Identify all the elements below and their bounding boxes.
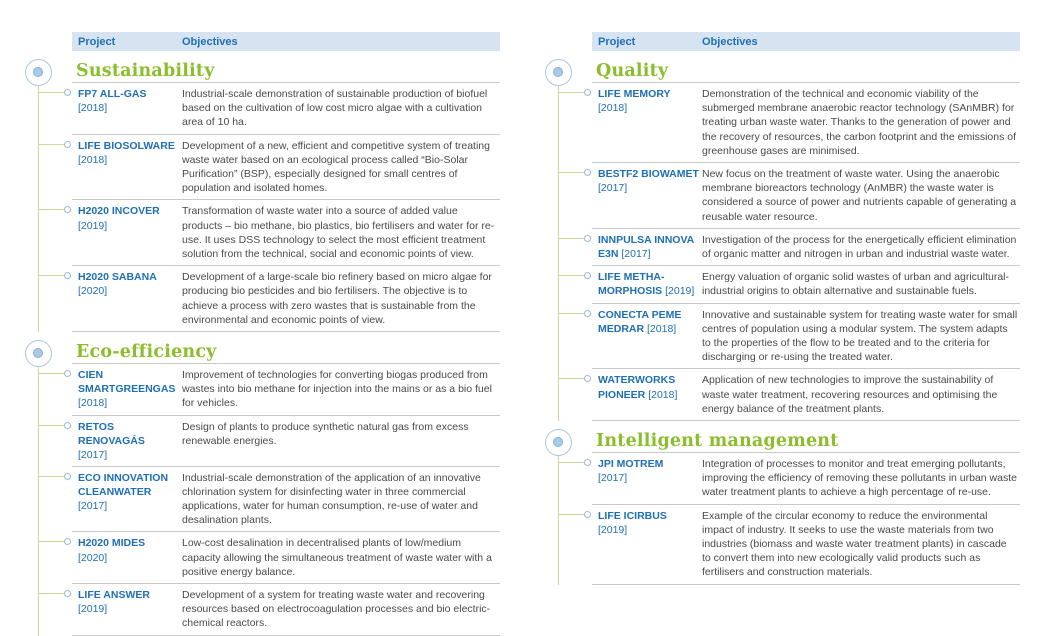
table-row [592, 304, 1020, 370]
objective-text: Industrial-scale demonstration of the application of an innovative chlorination system for disinfecting water in three commercial applications, water for human consumption, re-use of water and desalination plants. [182, 471, 481, 527]
project-year: [2017] [621, 248, 651, 261]
project-cell [78, 204, 180, 232]
timeline-dot-icon [584, 375, 591, 382]
table-row [72, 364, 500, 416]
table-row [592, 505, 1020, 585]
timeline-dot-icon [584, 459, 591, 466]
project-name: LIFE ICIRBUS [598, 509, 667, 522]
table-header [72, 32, 500, 51]
table-row [72, 532, 500, 584]
table-row [592, 229, 1020, 266]
project-name: LIFE ANSWER [78, 589, 150, 602]
marker-dot [33, 348, 43, 358]
project-year: [2017] [598, 182, 628, 195]
timeline-dot-icon [64, 422, 71, 429]
timeline-dot-icon [584, 235, 591, 242]
section-header [542, 421, 1020, 453]
project-name: INNPULSA INNOVA E3N [598, 233, 694, 261]
project-name: LIFE METHA-MORPHOSIS [598, 271, 665, 298]
project-year: [2018] [78, 153, 108, 166]
timeline-dot-icon [64, 89, 71, 96]
project-cell [78, 588, 180, 616]
project-year: [2017] [598, 472, 628, 485]
project-name: BESTF2 BIOWAMET [598, 168, 699, 181]
project-year: [2018] [78, 397, 108, 410]
table-row [72, 584, 500, 636]
objective-text: Development of a system for treating waste water and recovering resources based on electrocoagulation processes and bio electric-chemical reactors. [182, 589, 491, 630]
table-row [72, 83, 500, 135]
project-year: [2018] [648, 388, 678, 401]
timeline-dot-icon [584, 89, 591, 96]
project-name: LIFE BIOSOLWARE [78, 139, 175, 152]
objective-text: Improvement of technologies for converting biogas produced from wastes into bio methane for injection into the mains or as a bio fuel for vehicles. [182, 369, 492, 410]
project-name: CONECTA PEME MEDRAR [598, 308, 682, 335]
timeline-dot-icon [64, 272, 71, 279]
section-title: Sustainability [76, 61, 215, 81]
section-intelligent-management [542, 421, 1020, 585]
objectives-header: Objectives [702, 36, 758, 48]
objective-text: Energy valuation of organic solid wastes of urban and agricultural-industrial origins to obtain alternative and sustainable fuels. [702, 271, 1010, 298]
timeline-dot-icon [584, 310, 591, 317]
table-row [592, 266, 1020, 303]
project-year: [2018] [647, 322, 677, 335]
section-header [542, 51, 1020, 83]
timeline-line [38, 367, 39, 636]
project-year: [2018] [598, 102, 628, 115]
timeline-dot-icon [64, 473, 71, 480]
section-marker-icon [25, 59, 52, 86]
objective-text: Design of plants to produce synthetic natural gas from excess renewable energies. [182, 420, 469, 447]
project-name: H2020 MIDES [78, 537, 146, 550]
timeline-dot-icon [64, 538, 71, 545]
table-row [72, 266, 500, 332]
objective-text: New focus on the treatment of waste water. Using the anaerobic membrane bioreactors technology (AnMBR) the waste water is considered a source of power and nutrients capable of generating a reusable water resource. [702, 168, 1017, 223]
project-name: RETOS RENOVAGÁS [78, 420, 145, 447]
project-cell [78, 368, 180, 411]
project-year: [2020] [78, 551, 108, 564]
timeline-dot-icon [584, 511, 591, 518]
objective-text: Investigation of the process for the energetically efficient elimination of organic matter and nitrogen in urban and industrial waste water. [702, 233, 1017, 261]
project-name: CIEN SMARTGREENGAS [78, 369, 176, 396]
table-row [72, 200, 500, 266]
project-cell [598, 270, 700, 298]
objective-text: Development of a new, efficient and competitive system of treating waste water based on an ecological process called “Bio-Solar Purification” (BSP), especially designed for small centres of population and isolated homes. [182, 139, 490, 195]
objective-text: Application of new technologies to improve the sustainability of waste water treatment, recovering resources and optimising the energy balance of the treatment plants. [702, 374, 998, 415]
objective-text: Demonstration of the technical and economic viability of the submerged membrane anaerobic reactor technology (SAnMBR) for treating urban waste water. Thanks to the generation of power and the recovery of resources, the carbon footprint and the emissions of greenhouse gases are minimised. [702, 88, 1017, 157]
section-title: Quality [596, 61, 669, 81]
project-name: WATERWORKS PIONEER [598, 374, 676, 401]
marker-dot [553, 437, 563, 447]
left-sections [22, 51, 500, 636]
project-year: [2019] [78, 219, 108, 232]
marker-dot [553, 67, 563, 77]
left-column [22, 32, 500, 636]
objective-text: Transformation of waste water into a source of added value products – bio methane, bio plastics, bio fertilisers and water for re-use. It uses DSS technology to select the most efficient treatment solution from the technical, social and economic points of view. [182, 205, 495, 261]
right-sections [542, 51, 1020, 585]
timeline-dot-icon [64, 206, 71, 213]
right-column [542, 32, 1020, 585]
project-year: [2019] [598, 523, 628, 536]
section-title: Intelligent management [596, 431, 839, 452]
marker-dot [33, 67, 43, 77]
objective-text: Integration of processes to monitor and treat emerging pollutants, improving the efficiency of removing these pollutants in urban waste water treatment plants to achieve a high percentage of re-use. [702, 458, 1017, 499]
timeline-dot-icon [584, 169, 591, 176]
objective-text: Industrial-scale demonstration of sustainable production of biofuel based on the cultivation of low cost micro algae with a cultivation area of 10 ha. [182, 88, 488, 129]
project-cell [78, 536, 180, 564]
project-name: LIFE MEMORY [598, 88, 671, 100]
table-row [592, 369, 1020, 421]
section-title: Eco-efficiency [76, 342, 217, 363]
project-cell [598, 167, 700, 195]
table-row [72, 416, 500, 467]
project-header: Project [78, 36, 116, 48]
objectives-header: Objectives [182, 36, 238, 48]
table-header [592, 32, 1020, 51]
project-cell [598, 87, 700, 115]
project-cell [78, 420, 180, 463]
project-year: [2017] [78, 449, 108, 462]
timeline-dot-icon [64, 141, 71, 148]
project-cell [598, 373, 700, 401]
timeline-dot-icon [584, 272, 591, 279]
timeline-line [558, 86, 559, 421]
project-name: H2020 INCOVER [78, 205, 160, 218]
section-marker-icon [545, 59, 572, 86]
table-row [72, 135, 500, 201]
project-cell [598, 509, 700, 537]
project-cell [78, 87, 180, 115]
table-row [592, 163, 1020, 229]
project-cell [78, 471, 180, 514]
section-quality [542, 51, 1020, 421]
project-name: ECO INNOVATION CLEANWATER [78, 471, 169, 498]
section-header [22, 51, 500, 83]
timeline-line [558, 456, 559, 585]
section-sustainability [22, 51, 500, 332]
project-cell [598, 308, 700, 336]
project-cell [78, 139, 180, 167]
objective-text: Low-cost desalination in decentralised plants of low/medium capacity allowing the simultaneous treatment of waste water with a positive energy balance. [182, 537, 492, 578]
section-marker-icon [25, 340, 52, 367]
objective-text: Development of a large-scale bio refinery based on micro algae for producing bio pesticides and bio fertilisers. The objective is to achieve a process with zero wastes that is sustainable from the environmental and economic points of view. [182, 271, 492, 326]
objective-text: Innovative and sustainable system for treating waste water for small centres of population using a modular system. The system adapts to the properties of the flow to be treated and to the criteria for discharging or re-using the treated water. [702, 308, 1018, 364]
project-year: [2018] [78, 102, 108, 115]
section-eco-efficiency [22, 332, 500, 636]
table-row [592, 453, 1020, 505]
project-year: [2019] [665, 285, 695, 298]
project-cell [598, 457, 700, 485]
table-row [592, 83, 1020, 163]
section-marker-icon [545, 429, 572, 456]
project-cell [78, 270, 180, 298]
project-name: JPI MOTREM [598, 458, 664, 471]
table-row [72, 467, 500, 533]
timeline-dot-icon [64, 590, 71, 597]
project-cell [598, 233, 700, 261]
project-year: [2020] [78, 285, 108, 298]
section-header [22, 332, 500, 364]
timeline-dot-icon [64, 370, 71, 377]
project-name: H2020 SABANA [78, 271, 157, 284]
project-year: [2019] [78, 603, 108, 616]
objective-text: Example of the circular economy to reduce the environmental impact of industry. It seeks to use the waste materials from two industries (biomass and waste water treatment plants) in cascade to convert them into new ecologically valid products such as fertilisers and construction materials. [702, 509, 1007, 579]
project-name: FP7 ALL-GAS [78, 88, 147, 100]
project-header: Project [598, 36, 636, 48]
project-year: [2017] [78, 500, 108, 513]
